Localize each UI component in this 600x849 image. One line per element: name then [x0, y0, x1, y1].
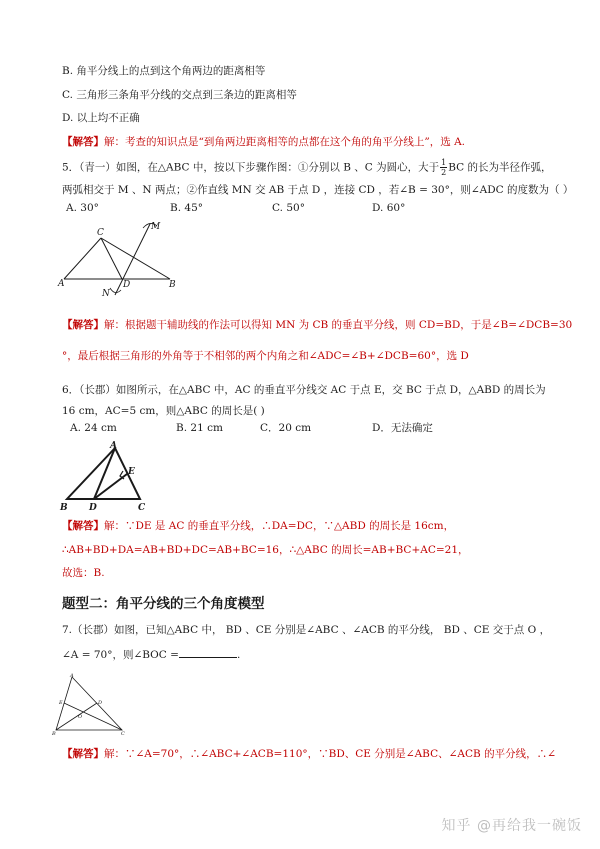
q5-line1-b: BC 的长为半径作弧，: [448, 161, 552, 174]
q5-answer-text1: 解：根据题干辅助线的作法可以得知 MN 为 CB 的垂直平分线，则 CD=BD，于是∠B=∠DCB=30: [104, 319, 573, 331]
q5-answer-tag: 【解答】: [62, 319, 104, 331]
q6-option-c: C．20 cm: [260, 422, 312, 434]
q5-line2: 两弧相交于 M 、N 两点；②作直线 MN 交 AB 于点 D ，连接 CD ，若∠B = 30°，则∠ADC 的度数为（ ）: [62, 184, 574, 196]
line-mn: [115, 224, 150, 295]
label-a: A: [70, 673, 74, 679]
label-c: C: [138, 503, 146, 513]
q6-answer-line2: ∴AB+BD+DA=AB+BD+DC=AB+BC=16，∴△ABC 的周长=AB+BC+AC=21，: [62, 544, 469, 556]
q5-answer-line2: °，最后根据三角形的外角等于不相邻的两个内角之和∠ADC=∠B+∠DCB=60°，选 D: [62, 350, 469, 362]
label-c: C: [121, 731, 125, 736]
label-m: M: [151, 222, 161, 232]
q7-answer-tag: 【解答】: [62, 748, 104, 760]
label-a: A: [58, 279, 65, 289]
label-d: D: [123, 280, 131, 290]
q6-answer-line1: [62, 519, 454, 533]
q7-line1: 7.（长郡）如图，已知△ABC 中， BD 、CE 分别是∠ABC 、∠ACB 的平分线， BD 、CE 交于点 O ，: [62, 624, 551, 636]
option-b: B. 角平分线上的点到这个角两边的距离相等: [62, 65, 266, 77]
q6-line2: 16 cm，AC=5 cm，则△ABC 的周长是( ): [62, 405, 265, 417]
q5-line1-a: 5．（青一）如图，在△ABC 中，按以下步骤作图：①分别以 B 、C 为圆心，大于: [62, 161, 440, 174]
option-c: C. 三角形三条角平分线的交点到三条边的距离相等: [62, 89, 297, 101]
q6-answer-tag: 【解答】: [62, 520, 104, 532]
line-bd: [56, 703, 97, 730]
q6-option-a: A. 24 cm: [70, 422, 117, 434]
fraction-half: [440, 158, 447, 177]
label-b: B: [60, 503, 68, 513]
q7-answer-text1: 解：∵∠A=70°，∴∠ABC+∠ACB=110°，∵BD、CE 分别是∠ABC、∠ACB 的平分线，∴∠: [104, 748, 556, 760]
q6-figure: [58, 438, 158, 514]
section-title: 题型二：角平分线的三个角度模型: [62, 596, 265, 612]
q5-answer-line1: [62, 318, 572, 332]
line-ce: [64, 703, 122, 730]
q7-line2-text: ∠A = 70°，则∠BOC =: [62, 649, 179, 661]
q6-option-b: B. 21 cm: [176, 422, 223, 434]
q5-option-c: C. 50°: [272, 202, 305, 214]
label-b: B: [169, 280, 176, 290]
arc-n: [110, 288, 121, 293]
q7-line2-end: .: [236, 649, 241, 661]
q6-answer-line3: 故选：B.: [62, 567, 105, 579]
q5-line1: [62, 158, 552, 177]
label-d: D: [98, 700, 103, 706]
q6-option-d: D．无法确定: [372, 422, 433, 434]
line-ac: [64, 238, 101, 279]
q7-figure: [50, 672, 130, 736]
label-b: B: [52, 731, 56, 736]
label-n: N: [102, 289, 110, 299]
q5-option-a: A. 30°: [66, 202, 99, 214]
q6-line1: 6．（长郡）如图所示，在△ABC 中，AC 的垂直平分线交 AC 于点 E，交 BC 于点 D，△ABD 的周长为: [62, 384, 546, 396]
q5-option-d: D. 60°: [372, 202, 406, 214]
watermark: 知乎 @再给我一碗饭: [441, 818, 582, 834]
answer-tag: 【解答】: [62, 136, 104, 148]
frac-den: 2: [441, 168, 447, 177]
label-c: C: [97, 228, 104, 238]
label-a: A: [110, 441, 117, 451]
answer-blank: [179, 647, 237, 658]
q5-figure: [55, 218, 185, 300]
q6-answer-text1: 解：∵DE 是 AC 的垂直平分线，∴DA=DC，∵△ABD 的周长是 16cm，: [104, 520, 455, 532]
label-o: O: [78, 714, 83, 720]
q5-option-b: B. 45°: [170, 202, 204, 214]
answer-prev: [62, 135, 465, 149]
q7-line2: [62, 647, 240, 662]
q7-answer-line1: [62, 747, 556, 761]
label-d: D: [89, 503, 97, 513]
label-e: E: [59, 700, 63, 706]
option-d: D. 以上均不正确: [62, 112, 140, 124]
label-e: E: [128, 467, 135, 477]
frac-num: 1: [441, 158, 447, 167]
answer-text: 解：考查的知识点是“到角两边距离相等的点都在这个角的角平分线上”，选 A.: [104, 136, 465, 148]
